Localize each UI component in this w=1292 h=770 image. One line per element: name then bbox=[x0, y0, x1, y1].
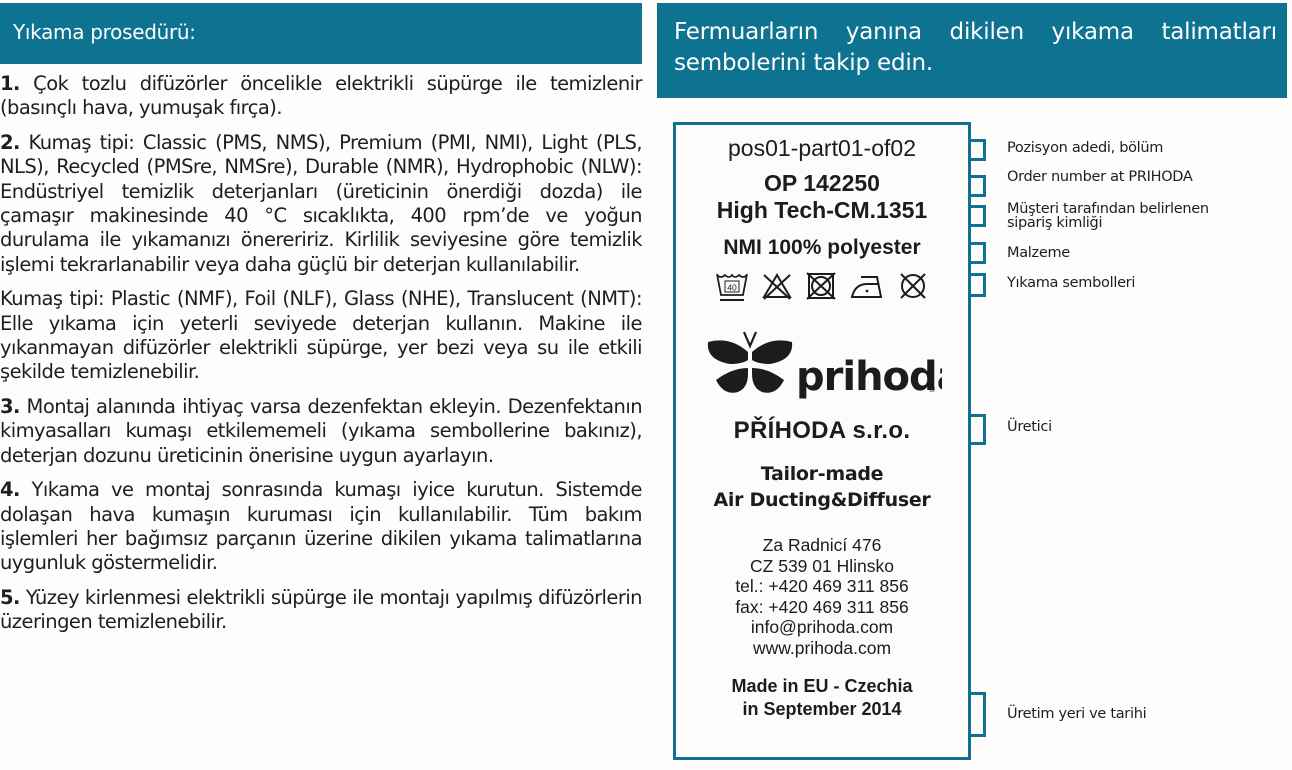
bracket-wash-symbols bbox=[971, 273, 986, 297]
bracket-order bbox=[971, 175, 986, 197]
right-section-header bbox=[657, 3, 1287, 98]
wash-symbols bbox=[676, 271, 968, 301]
annotation-order: Order number at PRIHODA bbox=[1007, 169, 1193, 185]
wash-temp-text: 40 bbox=[727, 282, 737, 293]
care-label bbox=[673, 122, 971, 760]
label-customer-id: High Tech-CM.1351 bbox=[716, 197, 928, 223]
paragraph-text: Kumaş tipi: Plastic (NMF), Foil (NLF), Glass (NHE), Translucent (NMT): Elle yıkama için yeterli seviyede deterjan kullanın. Makine ile yıkanmayan difüzörler elektrikli süpürge, yer bezi veya su ile etkili şekilde temizlenebilir. bbox=[0, 287, 642, 384]
label-position: pos01-part01-of02 bbox=[728, 135, 916, 161]
paragraph-3 bbox=[0, 395, 642, 468]
washing-procedure-text bbox=[0, 72, 642, 645]
label-material: NMI 100% polyester bbox=[723, 236, 921, 259]
bracket-customer-id bbox=[971, 205, 986, 227]
annotation-made-in: Üretim yeri ve tarihi bbox=[1007, 706, 1147, 722]
annotation-customer-id: Müşteri tarafından belirlenen sipariş kimliği bbox=[1007, 201, 1209, 231]
left-section-header bbox=[0, 3, 642, 64]
right-header-title: Fermuarların yanına dikilen yıkama talimatları sembolerini takip edin. bbox=[674, 19, 1277, 76]
paragraph-number: 4. bbox=[0, 478, 20, 502]
address-tel: tel.: +420 469 311 856 bbox=[735, 576, 909, 596]
annotation-manufacturer: Üretici bbox=[1007, 419, 1052, 435]
paragraph-text: Yüzey kirlenmesi elektrikli süpürge ile montajı yapılmış difüzörlerin üzeringen temizlenebilir. bbox=[0, 585, 642, 634]
made-in-line-1: Made in EU - Czechia bbox=[731, 676, 913, 696]
paragraph-number: 3. bbox=[0, 394, 20, 418]
paragraph-number: 5. bbox=[0, 585, 20, 609]
label-company: PŘÍHODA s.r.o. bbox=[733, 417, 911, 444]
paragraph-number: 2. bbox=[0, 130, 20, 154]
logo-text: prihod bbox=[796, 354, 937, 400]
no-bleach-icon bbox=[761, 271, 793, 301]
left-header-title: Yıkama prosedürü: bbox=[13, 20, 196, 44]
iron-low-icon bbox=[849, 271, 885, 301]
paragraph-4 bbox=[0, 478, 642, 576]
bracket-material bbox=[971, 242, 986, 264]
paragraph-2 bbox=[0, 131, 642, 277]
no-tumble-dry-icon bbox=[805, 271, 837, 301]
paragraph-text: Çok tozlu difüzörler öncelikle elektrikli süpürge ile temizlenir (basınçlı hava, yumuşak fırça). bbox=[0, 72, 642, 120]
label-order-number: OP 142250 bbox=[764, 170, 880, 196]
bracket-position bbox=[971, 139, 986, 161]
annotation-material: Malzeme bbox=[1007, 245, 1070, 261]
tagline-line-1: Tailor-made bbox=[760, 463, 884, 485]
label-address bbox=[676, 535, 968, 658]
prihoda-logo bbox=[676, 330, 968, 400]
label-made-in bbox=[676, 675, 968, 721]
wash-40-icon bbox=[715, 271, 749, 303]
address-fax: fax: +420 469 311 856 bbox=[735, 596, 909, 617]
bracket-made-in bbox=[971, 692, 986, 737]
bracket-manufacturer bbox=[971, 414, 986, 445]
address-website: www.prihoda.com bbox=[752, 637, 892, 658]
address-street: Za Radnicí 476 bbox=[762, 535, 882, 555]
annotation-position: Pozisyon adedi, bölüm bbox=[1007, 140, 1164, 156]
tagline-line-2: Air Ducting&Diffuser bbox=[713, 489, 931, 511]
address-city: CZ 539 01 Hlinsko bbox=[750, 555, 894, 576]
registered-mark: ® bbox=[928, 385, 936, 394]
no-dry-clean-icon bbox=[897, 271, 929, 301]
annotation-wash-symbols: Yıkama sembolleri bbox=[1007, 275, 1136, 291]
label-tagline bbox=[676, 461, 968, 513]
paragraph-5 bbox=[0, 586, 642, 635]
paragraph-text: Yıkama ve montaj sonrasında kumaşı iyice kurutun. Sistemde dolaşan hava kumaşın kuruması için kullanılabilir. Tüm bakım işlemleri her bağımsız parçanın üzerine dikilen yıkama talimatlarına uygunluk göstermelidir. bbox=[0, 478, 642, 575]
paragraph-text: Kumaş tipi: Classic (PMS, NMS), Premium (PMI, NMI), Light (PLS, NLS), Recycled (PMSre, NMSre), Durable (NMR), Hydrophobic (NLW): Endüstriyel temizlik deterjanları (üreticinin önerdiği dozda) ile çamaşır makinesinde 40 °C sıcaklıkta, 400 rpm’de ve yoğun durulama ile yıkamanızı önereririz. Kirlilik seviyesine göre temizlik işlemi tekrarlanabilir veya daha güçlü bir deterjan kullanılabilir. bbox=[0, 130, 642, 276]
paragraph-1 bbox=[0, 72, 642, 121]
butterfly-logo-icon bbox=[702, 330, 942, 402]
address-email: info@prihoda.com bbox=[750, 617, 894, 637]
made-in-line-2: in September 2014 bbox=[742, 699, 902, 719]
paragraph-2b bbox=[0, 287, 642, 385]
paragraph-text: Montaj alanında ihtiyaç varsa dezenfektan ekleyin. Dezenfektanın kimyasalları kumaşı etkilememeli (yıkama sembollerine bakınız), deterjan dozunu üreticinin önerisine uygun ayarlayın. bbox=[0, 394, 642, 467]
paragraph-number: 1. bbox=[0, 72, 20, 95]
